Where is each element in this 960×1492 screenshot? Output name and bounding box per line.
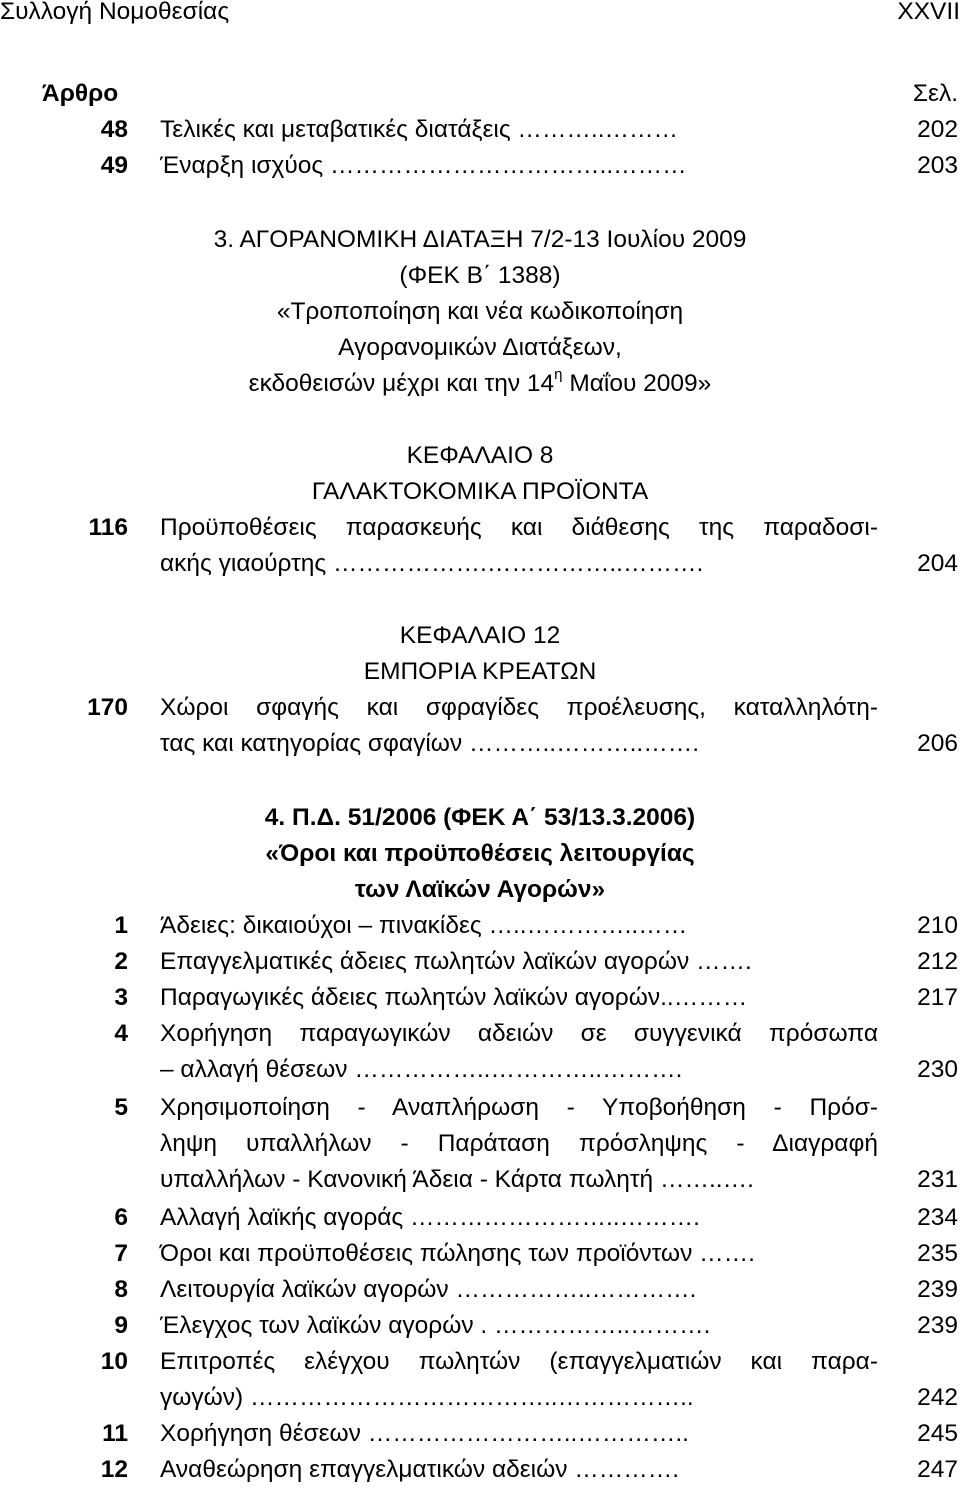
chapter-subtitle: ΕΜΠΟΡΙΑ ΚΡΕΑΤΩΝ [363, 658, 597, 685]
chapter-subtitle: ΓΑΛΑΚΤΟΚΟΜΙΚΑ ΠΡΟΪΟΝΤΑ [311, 478, 649, 505]
article-title: Χώροι σφαγής και σφραγίδες προέλευσης, καταλληλότη- [160, 694, 878, 721]
page-ref: 235 [917, 1240, 958, 1267]
section-title-line: των Λαϊκών Αγορών» [354, 876, 606, 903]
page-ref: 210 [917, 912, 958, 939]
article-title: Προϋποθέσεις παρασκευής και διάθεσης της παραδοσι- [160, 514, 878, 541]
article-title: γωγών) ………………………………..…………….. [160, 1384, 694, 1411]
article-title: ακής γιαούρτης ……………….……………..………. [160, 550, 704, 577]
article-number: 9 [114, 1312, 128, 1339]
article-title: Έναρξη ισχύος ……………………………..……… [160, 152, 687, 179]
article-title: Όροι και προϋποθέσεις πώλησης των προϊόντων ……. [160, 1240, 755, 1267]
toc-entry[interactable] [0, 1452, 960, 1488]
article-number: 11 [102, 1420, 128, 1447]
article-number: 170 [87, 694, 128, 721]
toc-entry[interactable] [0, 1416, 960, 1452]
page-number-roman: XXVII [897, 0, 960, 25]
article-title: Χρησιμοποίηση - Αναπλήρωση - Υποβοήθηση - Πρόσ- [160, 1094, 878, 1121]
article-title: Χορήγηση θέσεων ……………………..………….. [160, 1420, 689, 1447]
article-title: Άδειες: δικαιούχοι – πινακίδες …..…………..…… [160, 912, 688, 939]
page-ref: 212 [917, 948, 958, 975]
article-title: Επαγγελματικές άδειες πωλητών λαϊκών αγορών ……. [160, 948, 752, 975]
page-ref: 217 [917, 984, 958, 1011]
page-ref: 206 [917, 730, 958, 757]
section-title-line: 4. Π.Δ. 51/2006 (ΦΕΚ Α΄ 53/13.3.2006) [264, 804, 696, 831]
article-title: ληψη υπαλλήλων - Παράταση πρόσληψης - Διαγραφή [160, 1130, 878, 1157]
page-ref: 245 [917, 1420, 958, 1447]
article-title: τας και κατηγορίας σφαγίων ………..………..……. [160, 730, 700, 757]
page-ref: 231 [917, 1166, 958, 1193]
article-title: Επιτροπές ελέγχου πωλητών (επαγγελματιών και παρα- [160, 1348, 878, 1375]
article-title: υπαλλήλων - Κανονική Άδεια - Κάρτα πωλητή ……..…. [160, 1166, 754, 1193]
section-title-line: «Όροι και προϋποθέσεις λειτουργίας [265, 840, 695, 867]
toc-entry[interactable] [0, 944, 960, 980]
collection-title: Συλλογή Νομοθεσίας [0, 0, 230, 25]
article-number: 5 [114, 1094, 128, 1121]
toc-entry-continuation [0, 1052, 960, 1088]
article-title: Λειτουργία λαϊκών αγορών ……………..…………. [160, 1276, 697, 1303]
toc-entry-continuation [0, 546, 960, 582]
page-ref: 204 [917, 550, 958, 577]
toc-entry[interactable] [0, 112, 960, 148]
section-title-line: «Τροποποίηση και νέα κωδικοποίηση [276, 298, 684, 325]
article-title: Έλεγχος των λαϊκών αγορών . ……………..………. [160, 1312, 711, 1339]
article-number: 7 [114, 1240, 128, 1267]
page-ref: 247 [917, 1456, 958, 1483]
article-number: 8 [114, 1276, 128, 1303]
page-ref: 202 [917, 116, 958, 143]
toc-entry[interactable] [0, 980, 960, 1016]
toc-entry[interactable] [0, 510, 960, 546]
article-number: 10 [100, 1348, 128, 1375]
article-title: Τελικές και μεταβατικές διατάξεις ………..……… [160, 116, 679, 143]
section-title-line: 3. ΑΓΟΡΑΝΟΜΙΚΗ ΔΙΑΤΑΞΗ 7/2-13 Ιουλίου 2009 [213, 226, 747, 253]
column-headers [0, 76, 960, 112]
article-column-header: Άρθρο [42, 80, 119, 107]
article-title: Παραγωγικές άδειες πωλητών λαϊκών αγορών..……… [160, 984, 748, 1011]
article-title: – αλλαγή θέσεων ……………..…………..………. [160, 1056, 683, 1083]
toc-entry-continuation [0, 1380, 960, 1416]
toc-entry[interactable] [0, 1200, 960, 1236]
section-title-line: εκδοθεισών μέχρι και την $14^\eta$ Μαΐου 2009» [248, 365, 712, 397]
page-ref: 230 [917, 1056, 958, 1083]
toc-entry[interactable] [0, 1016, 960, 1052]
article-title: Αναθεώρηση επαγγελματικών αδειών …………. [160, 1456, 680, 1483]
article-title: Αλλαγή λαϊκής αγοράς ……………………..………. [160, 1204, 700, 1231]
article-number: 6 [114, 1204, 128, 1231]
article-number: 48 [100, 116, 128, 143]
toc-entry-continuation [0, 726, 960, 762]
page-ref: 234 [917, 1204, 958, 1231]
toc-entry[interactable] [0, 690, 960, 726]
page-column-header: Σελ. [912, 80, 958, 107]
page-ref: 239 [917, 1276, 958, 1303]
toc-entry[interactable] [0, 908, 960, 944]
article-number: 1 [114, 912, 128, 939]
page-header [0, 0, 960, 30]
page-ref: 242 [917, 1384, 958, 1411]
article-number: 116 [88, 514, 128, 541]
toc-entry[interactable] [0, 1236, 960, 1272]
toc-entry[interactable] [0, 1090, 960, 1126]
page-ref: 203 [917, 152, 958, 179]
toc-entry[interactable] [0, 1344, 960, 1380]
section-title-line: (ΦΕΚ Β΄ 1388) [399, 262, 561, 289]
toc-entry-continuation [0, 1126, 960, 1162]
chapter-title: ΚΕΦΑΛΑΙΟ 12 [399, 622, 561, 649]
toc-entry-continuation [0, 1162, 960, 1198]
toc-entry[interactable] [0, 148, 960, 184]
toc-entry[interactable] [0, 1272, 960, 1308]
toc-entry[interactable] [0, 1308, 960, 1344]
article-number: 49 [100, 152, 128, 179]
article-number: 4 [114, 1020, 128, 1047]
section-title-line: Αγορανομικών Διατάξεων, [338, 334, 622, 361]
article-number: 3 [114, 984, 128, 1011]
article-number: 2 [114, 948, 128, 975]
page-ref: 239 [917, 1312, 958, 1339]
chapter-title: ΚΕΦΑΛΑΙΟ 8 [406, 442, 554, 469]
article-title: Χορήγηση παραγωγικών αδειών σε συγγενικά πρόσωπα [160, 1020, 878, 1047]
article-number: 12 [100, 1456, 128, 1483]
